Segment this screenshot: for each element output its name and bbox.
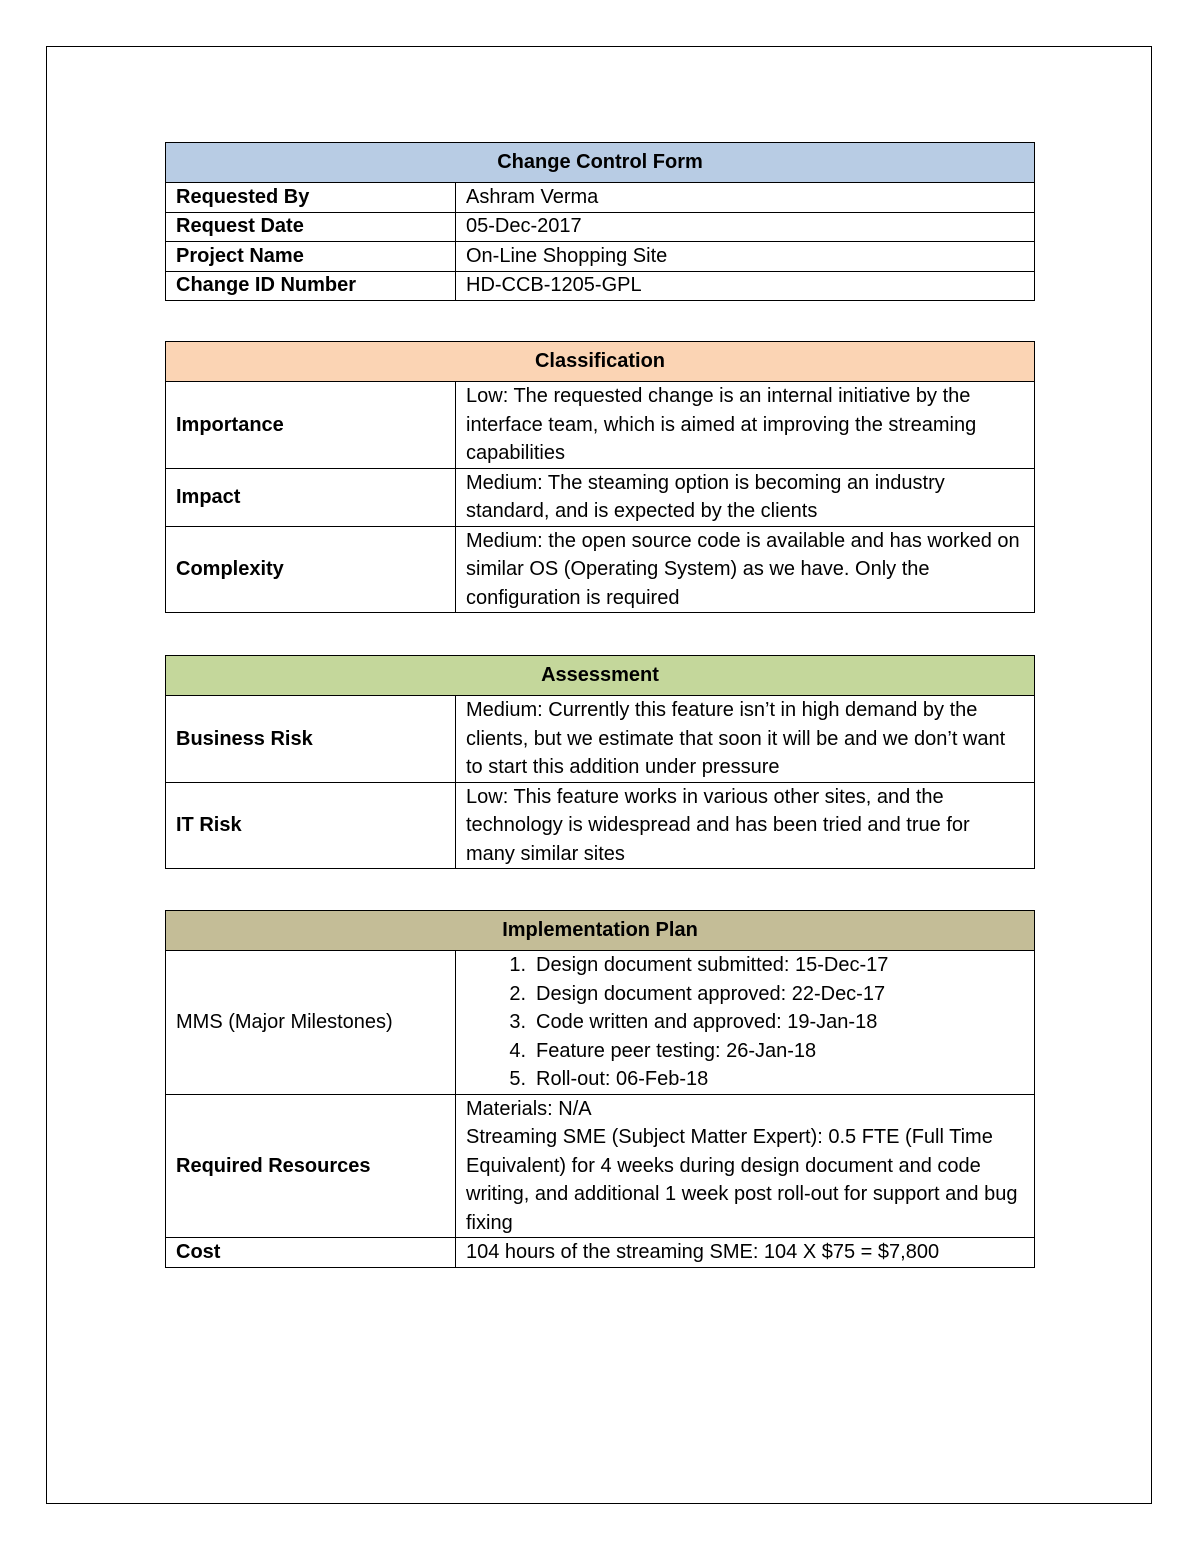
it-risk-label: IT Risk bbox=[166, 782, 456, 869]
milestones-cell bbox=[456, 951, 1035, 1095]
change-control-title: Change Control Form bbox=[166, 143, 1035, 183]
list-item: Design document submitted: 15-Dec-17 bbox=[536, 954, 889, 976]
list-item: Code written and approved: 19-Jan-18 bbox=[536, 1011, 878, 1033]
table-row bbox=[166, 183, 1035, 213]
table-row bbox=[166, 951, 1035, 1095]
list-item: Feature peer testing: 26-Jan-18 bbox=[536, 1039, 817, 1062]
requested-by-value: Ashram Verma bbox=[456, 183, 1035, 213]
table-row bbox=[166, 271, 1035, 301]
project-name-label: Project Name bbox=[166, 242, 456, 272]
project-name-value: On-Line Shopping Site bbox=[456, 242, 1035, 272]
table-row bbox=[166, 1238, 1035, 1268]
table-row bbox=[166, 468, 1035, 526]
business-risk-label: Business Risk bbox=[166, 696, 456, 783]
request-date-label: Request Date bbox=[166, 212, 456, 242]
change-control-table bbox=[165, 142, 1035, 301]
classification-title: Classification bbox=[166, 342, 1035, 382]
importance-value: Low: The requested change is an internal initiative by the interface team, which is aimed at improving the streaming capabilities bbox=[456, 382, 1035, 469]
list-item: Design document approved: 22-Dec-17 bbox=[536, 982, 886, 1005]
complexity-value: Medium: the open source code is available and has worked on similar OS (Operating System) as we have. Only the configuration is required bbox=[456, 526, 1035, 613]
implementation-table bbox=[165, 910, 1035, 1268]
it-risk-value: Low: This feature works in various other sites, and the technology is widespread and has been tried and true for many similar sites bbox=[456, 782, 1035, 869]
importance-label: Importance bbox=[166, 382, 456, 469]
change-id-value: HD-CCB-1205-GPL bbox=[456, 271, 1035, 301]
impact-value: Medium: The steaming option is becoming an industry standard, and is expected by the clients bbox=[456, 468, 1035, 526]
mms-label: MMS (Major Milestones) bbox=[166, 951, 456, 1095]
table-row bbox=[166, 1094, 1035, 1238]
implementation-title: Implementation Plan bbox=[166, 911, 1035, 951]
cost-value: 104 hours of the streaming SME: 104 X $75 = $7,800 bbox=[456, 1238, 1035, 1268]
milestones-list bbox=[466, 951, 1024, 1094]
resources-detail-text: Streaming SME (Subject Matter Expert): 0.5 FTE (Full Time Equivalent) for 4 weeks during design document and code writing, and additional 1 week post roll-out for support and bug fixing bbox=[466, 1126, 1018, 1234]
business-risk-value: Medium: Currently this feature isn’t in high demand by the clients, but we estimate that soon it will be and we don’t want to start this addition under pressure bbox=[456, 696, 1035, 783]
required-resources-label: Required Resources bbox=[166, 1094, 456, 1238]
table-row bbox=[166, 696, 1035, 783]
impact-label: Impact bbox=[166, 468, 456, 526]
classification-table bbox=[165, 341, 1035, 613]
table-row bbox=[166, 242, 1035, 272]
request-date-value: 05-Dec-2017 bbox=[456, 212, 1035, 242]
table-row bbox=[166, 382, 1035, 469]
assessment-title: Assessment bbox=[166, 656, 1035, 696]
table-row bbox=[166, 212, 1035, 242]
complexity-label: Complexity bbox=[166, 526, 456, 613]
required-resources-cell bbox=[456, 1094, 1035, 1238]
requested-by-label: Requested By bbox=[166, 183, 456, 213]
materials-text: Materials: N/A bbox=[466, 1097, 592, 1120]
table-row bbox=[166, 526, 1035, 613]
table-row bbox=[166, 782, 1035, 869]
list-item: Roll-out: 06-Feb-18 bbox=[536, 1068, 709, 1090]
change-id-label: Change ID Number bbox=[166, 271, 456, 301]
cost-label: Cost bbox=[166, 1238, 456, 1268]
assessment-table bbox=[165, 655, 1035, 869]
